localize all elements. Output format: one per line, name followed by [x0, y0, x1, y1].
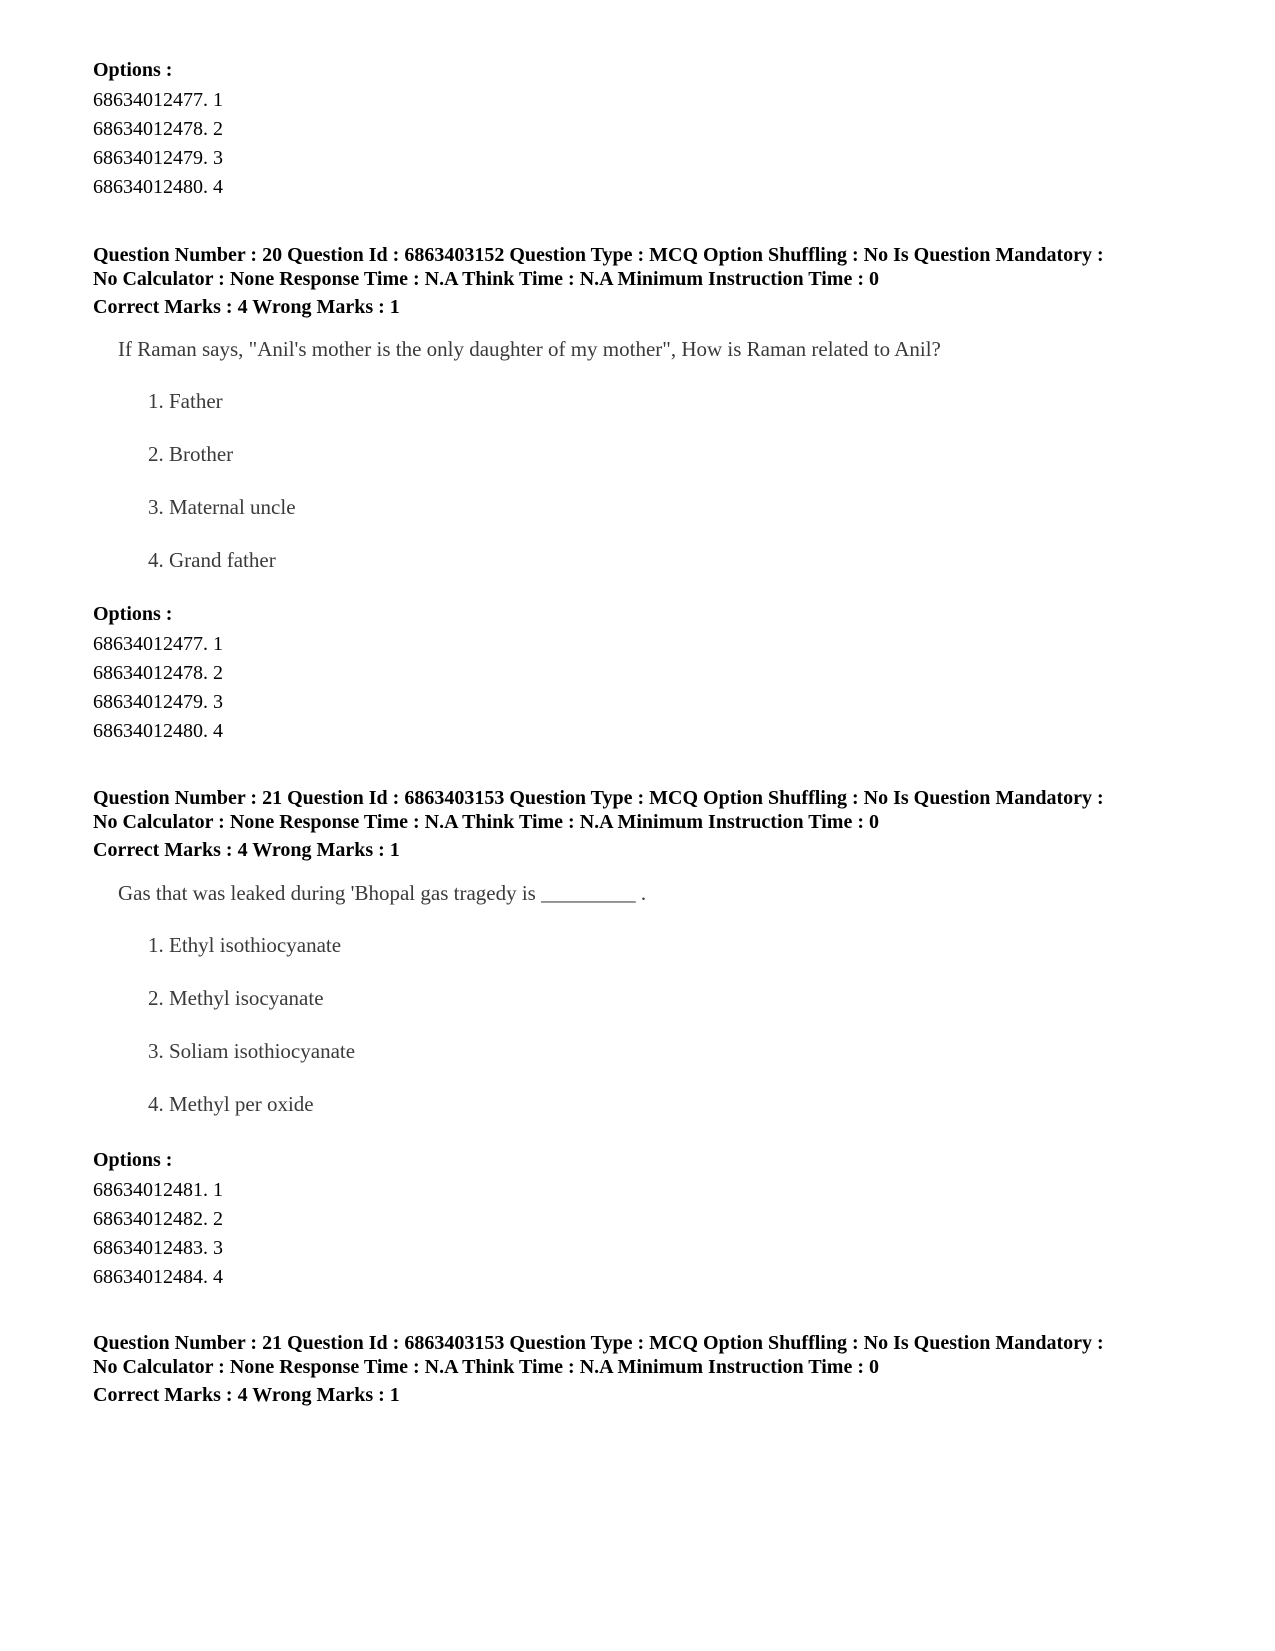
question-meta-line: Question Number : 21 Question Id : 6863403153 Question Type : MCQ Option Shuffling : No Is Question Mandatory : [93, 787, 1104, 809]
options-block [93, 58, 1203, 202]
question-marks: Correct Marks : 4 Wrong Marks : 1 [93, 1384, 400, 1406]
question-header [93, 786, 1203, 862]
option-line: 68634012479. 3 [93, 691, 223, 713]
answer-choice: 2. Methyl isocyanate [148, 986, 324, 1010]
answer-choice: 4. Methyl per oxide [148, 1092, 314, 1116]
option-line: 68634012480. 4 [93, 720, 223, 742]
option-line: 68634012483. 3 [93, 1237, 223, 1259]
option-line: 68634012477. 1 [93, 633, 223, 655]
question-marks: Correct Marks : 4 Wrong Marks : 1 [93, 839, 400, 861]
options-title: Options : [93, 59, 173, 81]
options-block [93, 1148, 1203, 1292]
question-meta-line: Question Number : 21 Question Id : 6863403153 Question Type : MCQ Option Shuffling : No Is Question Mandatory : [93, 1332, 1104, 1354]
question-meta-line: No Calculator : None Response Time : N.A Think Time : N.A Minimum Instruction Time : 0 [93, 1356, 879, 1378]
option-line: 68634012482. 2 [93, 1208, 223, 1230]
option-line: 68634012479. 3 [93, 147, 223, 169]
options-title: Options : [93, 1149, 173, 1171]
question-text: Gas that was leaked during 'Bhopal gas tragedy is _________ . [118, 881, 647, 905]
options-title: Options : [93, 603, 173, 625]
answer-choice: 3. Maternal uncle [148, 495, 296, 519]
option-line: 68634012477. 1 [93, 89, 223, 111]
question-meta-line: No Calculator : None Response Time : N.A Think Time : N.A Minimum Instruction Time : 0 [93, 811, 879, 833]
option-line: 68634012481. 1 [93, 1179, 223, 1201]
answer-choice: 1. Ethyl isothiocyanate [148, 933, 342, 957]
option-line: 68634012480. 4 [93, 176, 223, 198]
question-marks: Correct Marks : 4 Wrong Marks : 1 [93, 296, 400, 318]
option-line: 68634012484. 4 [93, 1266, 223, 1288]
answer-choice: 3. Soliam isothiocyanate [148, 1039, 356, 1063]
option-line: 68634012478. 2 [93, 662, 223, 684]
option-line: 68634012478. 2 [93, 118, 223, 140]
answer-choice: 2. Brother [148, 442, 234, 466]
question-meta-line: No Calculator : None Response Time : N.A Think Time : N.A Minimum Instruction Time : 0 [93, 268, 879, 290]
options-block [93, 602, 1203, 746]
answer-choice: 4. Grand father [148, 548, 276, 572]
question-header [93, 1331, 1203, 1407]
question-meta-line: Question Number : 20 Question Id : 6863403152 Question Type : MCQ Option Shuffling : No Is Question Mandatory : [93, 244, 1104, 266]
question-text: If Raman says, "Anil's mother is the only daughter of my mother", How is Raman related to Anil? [118, 337, 941, 361]
answer-choice: 1. Father [148, 389, 223, 413]
question-header [93, 243, 1203, 319]
